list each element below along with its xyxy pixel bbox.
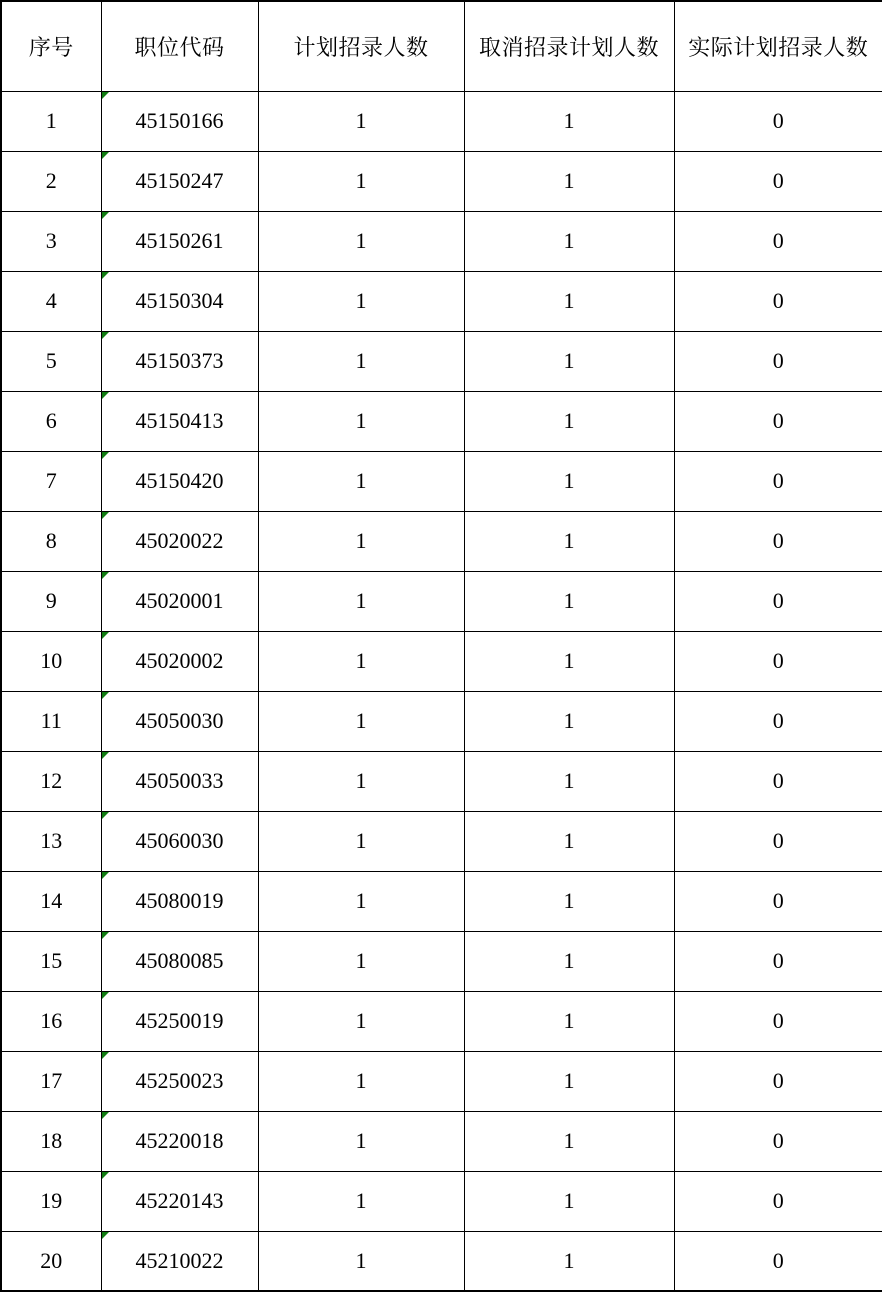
number-stored-as-text-indicator-icon	[102, 572, 109, 579]
cell-seq-value: 10	[40, 648, 63, 673]
cell-cancelled-count	[464, 391, 674, 451]
cell-planned-count-value: 1	[355, 1128, 367, 1153]
cell-position-code-value: 45250023	[135, 1068, 224, 1093]
table-row	[1, 271, 882, 331]
cell-actual-count-value: 0	[772, 648, 784, 673]
cell-cancelled-count	[464, 691, 674, 751]
cell-cancelled-count	[464, 271, 674, 331]
number-stored-as-text-indicator-icon	[102, 1172, 109, 1179]
cell-position-code-value: 45050033	[135, 768, 224, 793]
cell-position-code	[101, 211, 258, 271]
number-stored-as-text-indicator-icon	[102, 812, 109, 819]
cell-planned-count-value: 1	[355, 768, 367, 793]
cell-planned-count-value: 1	[355, 528, 367, 553]
cell-actual-count-value: 0	[772, 888, 784, 913]
cell-planned-count-value: 1	[355, 648, 367, 673]
cell-position-code	[101, 691, 258, 751]
number-stored-as-text-indicator-icon	[102, 452, 109, 459]
cell-cancelled-count-value: 1	[563, 588, 575, 613]
cell-position-code	[101, 991, 258, 1051]
cell-position-code	[101, 811, 258, 871]
cell-cancelled-count-value: 1	[563, 348, 575, 373]
cell-actual-count-value: 0	[772, 348, 784, 373]
cell-position-code-value: 45220018	[135, 1128, 224, 1153]
cell-planned-count-value: 1	[355, 888, 367, 913]
cell-seq-value: 12	[40, 768, 63, 793]
cell-seq-value: 4	[45, 288, 57, 313]
cell-actual-count	[674, 811, 882, 871]
cell-planned-count	[258, 871, 464, 931]
number-stored-as-text-indicator-icon	[102, 512, 109, 519]
cell-actual-count	[674, 1231, 882, 1291]
cell-seq-value: 20	[40, 1247, 63, 1273]
number-stored-as-text-indicator-icon	[102, 332, 109, 339]
cell-planned-count-value: 1	[355, 288, 367, 313]
cell-cancelled-count	[464, 1171, 674, 1231]
table-row	[1, 1171, 882, 1231]
cell-planned-count-value: 1	[355, 1068, 367, 1093]
table-row	[1, 211, 882, 271]
cell-planned-count	[258, 451, 464, 511]
cell-position-code-value: 45150373	[135, 348, 224, 373]
cell-planned-count	[258, 271, 464, 331]
cell-seq	[1, 451, 101, 511]
cell-actual-count	[674, 991, 882, 1051]
cell-planned-count	[258, 1051, 464, 1111]
cell-planned-count-value: 1	[355, 588, 367, 613]
cell-actual-count	[674, 151, 882, 211]
number-stored-as-text-indicator-icon	[102, 632, 109, 639]
cell-planned-count	[258, 931, 464, 991]
cell-position-code	[101, 1171, 258, 1231]
table-row	[1, 991, 882, 1051]
cell-position-code-value: 45050030	[135, 708, 224, 733]
cell-seq	[1, 631, 101, 691]
cell-planned-count-value: 1	[355, 228, 367, 253]
col-header-actual-count: 实际计划招录人数	[674, 1, 882, 91]
cell-position-code-value: 45150304	[135, 288, 224, 313]
cell-cancelled-count-value: 1	[563, 228, 575, 253]
cell-seq-value: 14	[40, 888, 63, 913]
cell-seq	[1, 391, 101, 451]
cell-actual-count	[674, 751, 882, 811]
cell-seq-value: 7	[45, 468, 57, 493]
table-row	[1, 811, 882, 871]
cell-seq	[1, 1171, 101, 1231]
cell-position-code-value: 45150166	[135, 108, 224, 133]
cell-seq	[1, 151, 101, 211]
cell-planned-count	[258, 631, 464, 691]
cell-cancelled-count-value: 1	[563, 948, 575, 973]
cell-cancelled-count-value: 1	[563, 888, 575, 913]
cell-actual-count-value: 0	[772, 1247, 784, 1273]
number-stored-as-text-indicator-icon	[102, 752, 109, 759]
cell-cancelled-count-value: 1	[563, 1068, 575, 1093]
cell-actual-count-value: 0	[772, 468, 784, 493]
col-header-planned-count: 计划招录人数	[258, 1, 464, 91]
cell-position-code	[101, 91, 258, 151]
cell-position-code-value: 45080085	[135, 948, 224, 973]
col-header-position-code: 职位代码	[101, 1, 258, 91]
cell-seq	[1, 91, 101, 151]
cell-seq-value: 2	[45, 168, 57, 193]
cell-seq	[1, 751, 101, 811]
cell-actual-count	[674, 91, 882, 151]
cell-cancelled-count-value: 1	[563, 468, 575, 493]
cell-position-code-value: 45250019	[135, 1008, 224, 1033]
cell-actual-count-value: 0	[772, 108, 784, 133]
cell-cancelled-count-value: 1	[563, 1128, 575, 1153]
cell-actual-count-value: 0	[772, 408, 784, 433]
table-row	[1, 331, 882, 391]
cell-position-code	[101, 151, 258, 211]
cell-cancelled-count-value: 1	[563, 1247, 575, 1273]
cell-seq	[1, 271, 101, 331]
cell-position-code	[101, 271, 258, 331]
cell-actual-count	[674, 1111, 882, 1171]
table-row	[1, 151, 882, 211]
cell-position-code	[101, 571, 258, 631]
cell-cancelled-count	[464, 631, 674, 691]
cell-cancelled-count-value: 1	[563, 1008, 575, 1033]
cell-planned-count	[258, 751, 464, 811]
cell-position-code-value: 45210022	[135, 1247, 224, 1273]
cell-planned-count	[258, 91, 464, 151]
cell-seq	[1, 691, 101, 751]
table-row	[1, 751, 882, 811]
cell-planned-count	[258, 1231, 464, 1291]
cell-position-code	[101, 331, 258, 391]
cell-actual-count-value: 0	[772, 288, 784, 313]
cell-cancelled-count-value: 1	[563, 828, 575, 853]
cell-cancelled-count	[464, 331, 674, 391]
cell-cancelled-count-value: 1	[563, 708, 575, 733]
cell-actual-count-value: 0	[772, 768, 784, 793]
table-row	[1, 1231, 882, 1291]
cell-planned-count	[258, 811, 464, 871]
col-header-seq: 序号	[1, 1, 101, 91]
cell-cancelled-count	[464, 1231, 674, 1291]
cell-seq	[1, 1111, 101, 1171]
cell-seq	[1, 331, 101, 391]
cell-seq	[1, 1231, 101, 1291]
cell-actual-count-value: 0	[772, 948, 784, 973]
cell-planned-count-value: 1	[355, 408, 367, 433]
cell-planned-count-value: 1	[355, 108, 367, 133]
cell-planned-count-value: 1	[355, 828, 367, 853]
cell-position-code-value: 45150261	[135, 228, 224, 253]
cell-position-code-value: 45020002	[135, 648, 224, 673]
cell-position-code	[101, 451, 258, 511]
cell-actual-count	[674, 571, 882, 631]
cell-seq-value: 16	[40, 1008, 63, 1033]
number-stored-as-text-indicator-icon	[102, 872, 109, 879]
cell-cancelled-count-value: 1	[563, 168, 575, 193]
cell-actual-count-value: 0	[772, 1008, 784, 1033]
cell-seq	[1, 811, 101, 871]
cell-actual-count-value: 0	[772, 1128, 784, 1153]
number-stored-as-text-indicator-icon	[102, 992, 109, 999]
cell-cancelled-count	[464, 91, 674, 151]
table-row	[1, 631, 882, 691]
cell-planned-count-value: 1	[355, 1008, 367, 1033]
cell-planned-count-value: 1	[355, 1188, 367, 1213]
cell-cancelled-count	[464, 1111, 674, 1171]
cell-seq	[1, 931, 101, 991]
cell-seq-value: 5	[45, 348, 57, 373]
table-row	[1, 451, 882, 511]
cell-seq	[1, 1051, 101, 1111]
cell-planned-count	[258, 991, 464, 1051]
cell-planned-count-value: 1	[355, 168, 367, 193]
cell-planned-count-value: 1	[355, 1247, 367, 1273]
cell-cancelled-count-value: 1	[563, 768, 575, 793]
table-row	[1, 91, 882, 151]
cell-position-code-value: 45150247	[135, 168, 224, 193]
cell-seq-value: 11	[40, 708, 62, 733]
cell-actual-count-value: 0	[772, 1188, 784, 1213]
cell-position-code-value: 45150420	[135, 468, 224, 493]
cell-actual-count-value: 0	[772, 168, 784, 193]
cell-planned-count	[258, 391, 464, 451]
cell-position-code	[101, 1111, 258, 1171]
table-row	[1, 391, 882, 451]
cell-actual-count-value: 0	[772, 528, 784, 553]
cell-planned-count	[258, 511, 464, 571]
number-stored-as-text-indicator-icon	[102, 212, 109, 219]
cell-cancelled-count-value: 1	[563, 408, 575, 433]
cell-planned-count-value: 1	[355, 468, 367, 493]
table-row	[1, 1051, 882, 1111]
col-header-cancelled-count: 取消招录计划人数	[464, 1, 674, 91]
cell-cancelled-count	[464, 751, 674, 811]
table-body	[1, 91, 882, 1291]
cell-seq-value: 9	[45, 588, 57, 613]
cell-seq-value: 8	[45, 528, 57, 553]
number-stored-as-text-indicator-icon	[102, 1112, 109, 1119]
cell-cancelled-count	[464, 571, 674, 631]
cell-planned-count	[258, 331, 464, 391]
cell-cancelled-count-value: 1	[563, 288, 575, 313]
cell-actual-count-value: 0	[772, 1068, 784, 1093]
cell-position-code-value: 45080019	[135, 888, 224, 913]
number-stored-as-text-indicator-icon	[102, 152, 109, 159]
cell-cancelled-count	[464, 811, 674, 871]
cell-cancelled-count-value: 1	[563, 1188, 575, 1213]
cell-cancelled-count	[464, 151, 674, 211]
number-stored-as-text-indicator-icon	[102, 92, 109, 99]
cell-position-code	[101, 871, 258, 931]
table-row	[1, 691, 882, 751]
cell-cancelled-count	[464, 931, 674, 991]
cell-actual-count-value: 0	[772, 828, 784, 853]
cell-position-code-value: 45060030	[135, 828, 224, 853]
header-row	[1, 1, 882, 91]
table-row	[1, 1111, 882, 1171]
cell-cancelled-count	[464, 451, 674, 511]
cell-position-code	[101, 1051, 258, 1111]
cell-seq-value: 17	[40, 1068, 63, 1093]
cell-seq	[1, 571, 101, 631]
cell-actual-count	[674, 871, 882, 931]
cell-actual-count	[674, 391, 882, 451]
cell-cancelled-count	[464, 1051, 674, 1111]
cell-seq-value: 15	[40, 948, 63, 973]
number-stored-as-text-indicator-icon	[102, 1052, 109, 1059]
cell-actual-count	[674, 451, 882, 511]
cell-planned-count	[258, 1111, 464, 1171]
cell-cancelled-count	[464, 871, 674, 931]
cell-actual-count	[674, 631, 882, 691]
cell-actual-count	[674, 271, 882, 331]
cell-cancelled-count-value: 1	[563, 648, 575, 673]
cell-position-code	[101, 511, 258, 571]
table-row	[1, 511, 882, 571]
cell-seq	[1, 871, 101, 931]
cell-position-code	[101, 751, 258, 811]
cell-position-code	[101, 1231, 258, 1291]
cell-actual-count-value: 0	[772, 588, 784, 613]
cell-actual-count	[674, 1051, 882, 1111]
cell-seq-value: 6	[45, 408, 57, 433]
cell-position-code	[101, 931, 258, 991]
cell-position-code-value: 45150413	[135, 408, 224, 433]
cell-planned-count	[258, 571, 464, 631]
cell-seq	[1, 211, 101, 271]
cell-cancelled-count	[464, 511, 674, 571]
cell-seq-value: 13	[40, 828, 63, 853]
cell-actual-count	[674, 931, 882, 991]
cell-planned-count-value: 1	[355, 708, 367, 733]
cell-planned-count-value: 1	[355, 948, 367, 973]
cell-position-code-value: 45020022	[135, 528, 224, 553]
cell-actual-count	[674, 691, 882, 751]
cell-position-code	[101, 631, 258, 691]
cell-position-code-value: 45220143	[135, 1188, 224, 1213]
number-stored-as-text-indicator-icon	[102, 692, 109, 699]
cell-position-code-value: 45020001	[135, 588, 224, 613]
cell-planned-count	[258, 691, 464, 751]
table-row	[1, 571, 882, 631]
cell-cancelled-count-value: 1	[563, 108, 575, 133]
number-stored-as-text-indicator-icon	[102, 932, 109, 939]
cell-cancelled-count	[464, 211, 674, 271]
cell-seq-value: 1	[45, 108, 57, 133]
cell-actual-count	[674, 511, 882, 571]
cell-planned-count	[258, 211, 464, 271]
number-stored-as-text-indicator-icon	[102, 392, 109, 399]
cell-cancelled-count-value: 1	[563, 528, 575, 553]
cell-seq-value: 3	[45, 228, 57, 253]
cell-position-code	[101, 391, 258, 451]
cell-planned-count	[258, 151, 464, 211]
number-stored-as-text-indicator-icon	[102, 272, 109, 279]
cell-seq	[1, 991, 101, 1051]
cell-seq-value: 19	[40, 1188, 63, 1213]
cell-seq	[1, 511, 101, 571]
cell-seq-value: 18	[40, 1128, 63, 1153]
cell-actual-count-value: 0	[772, 708, 784, 733]
cell-planned-count	[258, 1171, 464, 1231]
cell-planned-count-value: 1	[355, 348, 367, 373]
cell-actual-count	[674, 211, 882, 271]
table-row	[1, 871, 882, 931]
cell-actual-count	[674, 1171, 882, 1231]
cell-cancelled-count	[464, 991, 674, 1051]
table-row	[1, 931, 882, 991]
number-stored-as-text-indicator-icon	[102, 1232, 109, 1239]
cell-actual-count-value: 0	[772, 228, 784, 253]
cell-actual-count	[674, 331, 882, 391]
